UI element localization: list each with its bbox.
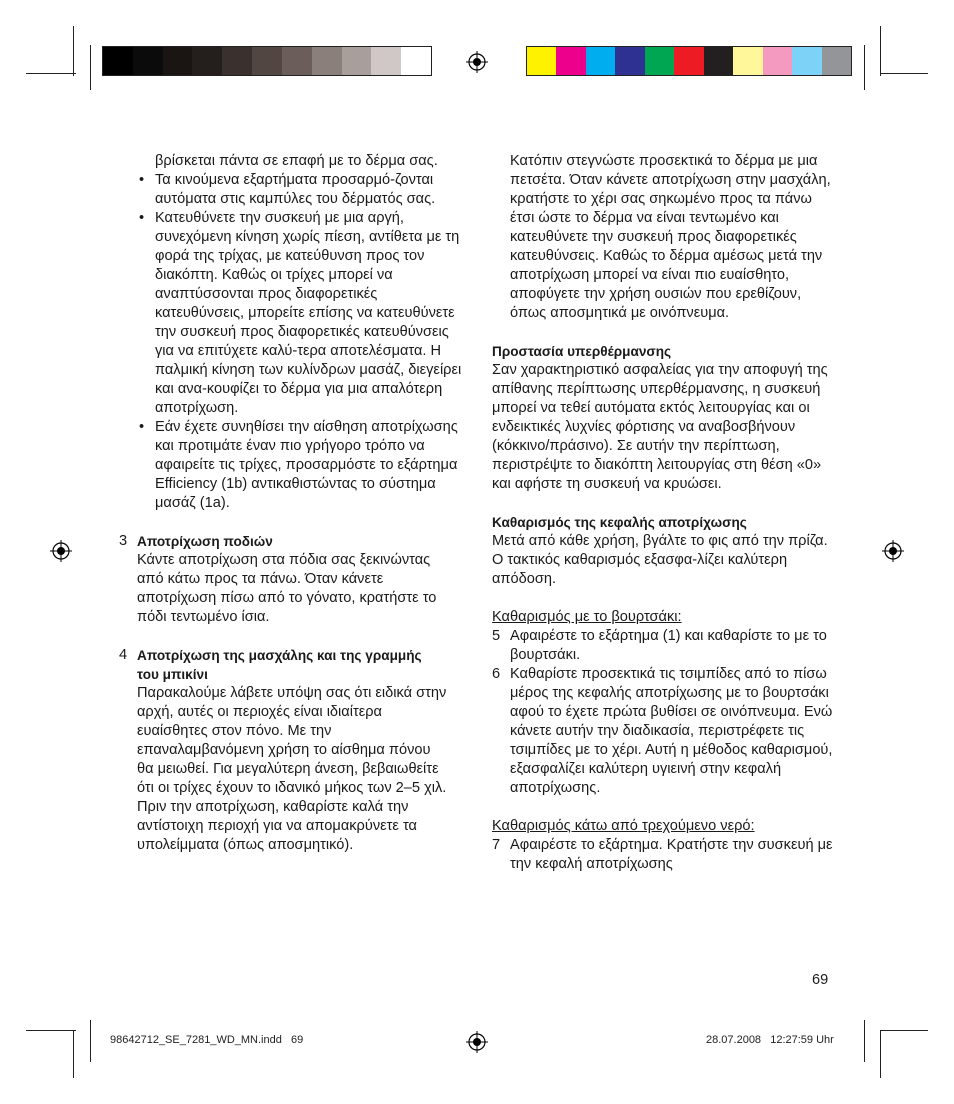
crop-mark	[73, 26, 74, 76]
bullet-item	[137, 418, 465, 513]
bullet-text: Κατευθύνετε την συσκευή με μια αργή, συνεχόμενη κίνηση χωρίς πίεση, αντίθετα με τη φορά της τρίχας, με κατεύθυνση προς τον διακόπτη. Καθώς οι τρίχες μπορεί να αναπτύσσονται προς διαφορετικές κατευθύνσεις, μπορείτε επίσης να κατευθύνετε την συσκευή προς διαφορετικές κατευθύνσεις για να επιτύχετε καλύ-τερα αποτελέσματα. Η παλμική κίνηση των κυλίνδρων μασάζ, διεγείρει και ανα-κουφίζει το δέρμα για μια απαλότερη αποτρίχωση.	[155, 210, 462, 416]
color-swatch	[615, 47, 644, 75]
section-body: Παρακαλούμε λάβετε υπόψη σας ότι ειδικά στην αρχή, αυτές οι περιοχές είναι ιδιαίτερα ευαίσθητες στον πόνο. Με την επαναλαμβανόμενη χρήση το αίσθημα πόνου θα μειωθεί. Για μεγαλύτερη άνεση, βεβαιωθείτε ότι οι τρίχες έχουν το ιδανικό μήκος των 2–5 χιλ.	[137, 685, 447, 796]
section-4	[119, 646, 447, 855]
step-text: Καθαρίστε προσεκτικά τις τσιμπίδες από το πίσω μέρος της κεφαλής αποτρίχωσης με το βουρτσάκι αφού το έχετε πρώτα βυθίσει σε οινόπνευμα. Ενώ κάνετε αυτήν την διαδικασία, περιστρέφετε τις τσιμπίδες με το χέρι. Αυτή η μέθοδος καθαρισμού, εξασφαλίζει καλύτερη υγιεινή στην κεφαλή αποτρίχωσης.	[510, 666, 833, 796]
crop-mark	[26, 1030, 76, 1031]
crop-mark	[880, 1030, 881, 1078]
gray-swatch	[133, 47, 163, 75]
continuation-text: Κατόπιν στεγνώστε προσεκτικά το δέρμα με μια πετσέτα. Όταν κάνετε αποτρίχωση στην μασχάλη, κρατήστε το χέρι σας σηκωμένο προς τα πάνω έτσι ώστε το δέρμα να είναι τεντωμένο και κατευθύνετε την συσκευή προς διαφορετικές κατευθύνσεις. Καθώς το δέρμα αμέσως μετά την αποτρίχωση μπορεί να είναι πιο ευαίσθητο, αποφύγετε την χρήση ουσιών που ερεθίζουν, όπως αποσμητικά με οινόπνευμα.	[510, 153, 831, 321]
overheat-body: Σαν χαρακτηριστικό ασφαλείας για την αποφυγή της απίθανης περίπτωσης υπερθέρμανσης, η συσκευή μπορεί να τεθεί αυτόματα εκτός λειτουργίας και οι ενδεικτικές λυχνίες φόρτισης να αναβοσβήνουν (κόκκινο/πράσινο). Σε αυτήν την περίπτωση, περιστρέψτε το διακόπτη λειτουργίας στη θέση «0» και αφήστε τη συσκευή να κρυώσει.	[492, 362, 828, 492]
bullet-item	[137, 171, 465, 209]
step-item	[492, 665, 836, 798]
color-swatch	[733, 47, 762, 75]
step-text: Αφαιρέστε το εξάρτημα. Κρατήστε την συσκευή με την κεφαλή αποτρίχωσης	[510, 837, 833, 872]
color-swatch	[822, 47, 851, 75]
crop-mark	[880, 26, 881, 76]
section-number: 3	[119, 533, 128, 549]
cleaning-title: Καθαρισμός της κεφαλής αποτρίχωσης	[492, 515, 747, 530]
crop-mark	[26, 73, 76, 74]
grayscale-color-bar	[102, 46, 432, 76]
brush-heading: Καθαρισμός με το βουρτσάκι:	[492, 609, 682, 625]
color-swatch	[763, 47, 792, 75]
footer-timestamp: 28.07.2008 12:27:59 Uhr	[706, 1034, 834, 1046]
color-swatch	[704, 47, 733, 75]
gray-swatch	[401, 47, 431, 75]
bullet-icon: •	[139, 210, 145, 226]
gray-swatch	[163, 47, 193, 75]
section-3	[119, 532, 447, 627]
gray-swatch	[342, 47, 372, 75]
overheat-title: Προστασία υπερθέρμανσης	[492, 344, 672, 359]
bullet-icon: •	[139, 172, 145, 188]
left-column	[119, 152, 465, 855]
gray-swatch	[282, 47, 312, 75]
color-swatch	[586, 47, 615, 75]
step-text: Αφαιρέστε το εξάρτημα (1) και καθαρίστε το με το βουρτσάκι.	[510, 628, 827, 663]
bullet-item	[137, 209, 465, 418]
bullet-text: Εάν έχετε συνηθίσει την αίσθηση αποτρίχωσης και προτιμάτε έναν πιο γρήγορο τρόπο να αφαιρείτε τις τρίχες, προσαρμόστε το εξάρτημα Efficiency (1b) αντικαθιστώντας το σύστημα μασάζ (1a).	[155, 419, 458, 511]
gray-swatch	[252, 47, 282, 75]
page-number: 69	[812, 972, 829, 988]
color-swatch	[527, 47, 556, 75]
right-column	[492, 152, 836, 874]
section-body: Πριν την αποτρίχωση, καθαρίστε καλά την αντίστοιχη περιοχή για να απομακρύνετε τα υπολείμματα (όπως αποσμητικό).	[137, 799, 417, 853]
gray-swatch	[371, 47, 401, 75]
water-heading: Καθαρισμός κάτω από τρεχούμενο νερό:	[492, 818, 755, 834]
step-number: 7	[492, 837, 501, 853]
step-number: 5	[492, 628, 501, 644]
process-color-bar	[526, 46, 852, 76]
section-title: Αποτρίχωση της μασχάλης και της γραμμής του μπικίνι	[137, 648, 422, 682]
color-swatch	[792, 47, 821, 75]
bullet-icon: •	[139, 419, 145, 435]
color-swatch	[674, 47, 703, 75]
gray-swatch	[192, 47, 222, 75]
crop-mark	[864, 1020, 865, 1062]
crop-mark	[90, 1020, 91, 1062]
registration-mark-icon	[466, 1031, 488, 1053]
color-swatch	[556, 47, 585, 75]
gray-swatch	[103, 47, 133, 75]
gray-swatch	[222, 47, 252, 75]
section-title: Αποτρίχωση ποδιών	[137, 534, 273, 549]
crop-mark	[864, 45, 865, 90]
gray-swatch	[312, 47, 342, 75]
intro-text: βρίσκεται πάντα σε επαφή με το δέρμα σας.	[155, 153, 438, 169]
registration-mark-icon	[882, 540, 904, 562]
crop-mark	[90, 45, 91, 90]
cleaning-body: Μετά από κάθε χρήση, βγάλτε το φις από την πρίζα. Ο τακτικός καθαρισμός εξασφα-λίζει καλύτερη απόδοση.	[492, 533, 828, 587]
section-number: 4	[119, 647, 128, 663]
crop-mark	[73, 1030, 74, 1078]
crop-mark	[880, 73, 928, 74]
color-swatch	[645, 47, 674, 75]
footer-file-info: 98642712_SE_7281_WD_MN.indd 69	[110, 1034, 304, 1046]
bullet-text: Τα κινούμενα εξαρτήματα προσαρμό-ζονται αυτόματα στις καμπύλες του δέρματός σας.	[155, 172, 436, 207]
step-item	[492, 836, 836, 874]
section-body: Κάντε αποτρίχωση στα πόδια σας ξεκινώντας από κάτω προς τα πάνω. Όταν κάνετε αποτρίχωση πίσω από το γόνατο, κρατήστε το πόδι τεντωμένο ίσια.	[137, 552, 437, 625]
crop-mark	[880, 1030, 928, 1031]
registration-mark-icon	[466, 51, 488, 73]
registration-mark-icon	[50, 540, 72, 562]
step-number: 6	[492, 666, 501, 682]
step-item	[492, 627, 836, 665]
